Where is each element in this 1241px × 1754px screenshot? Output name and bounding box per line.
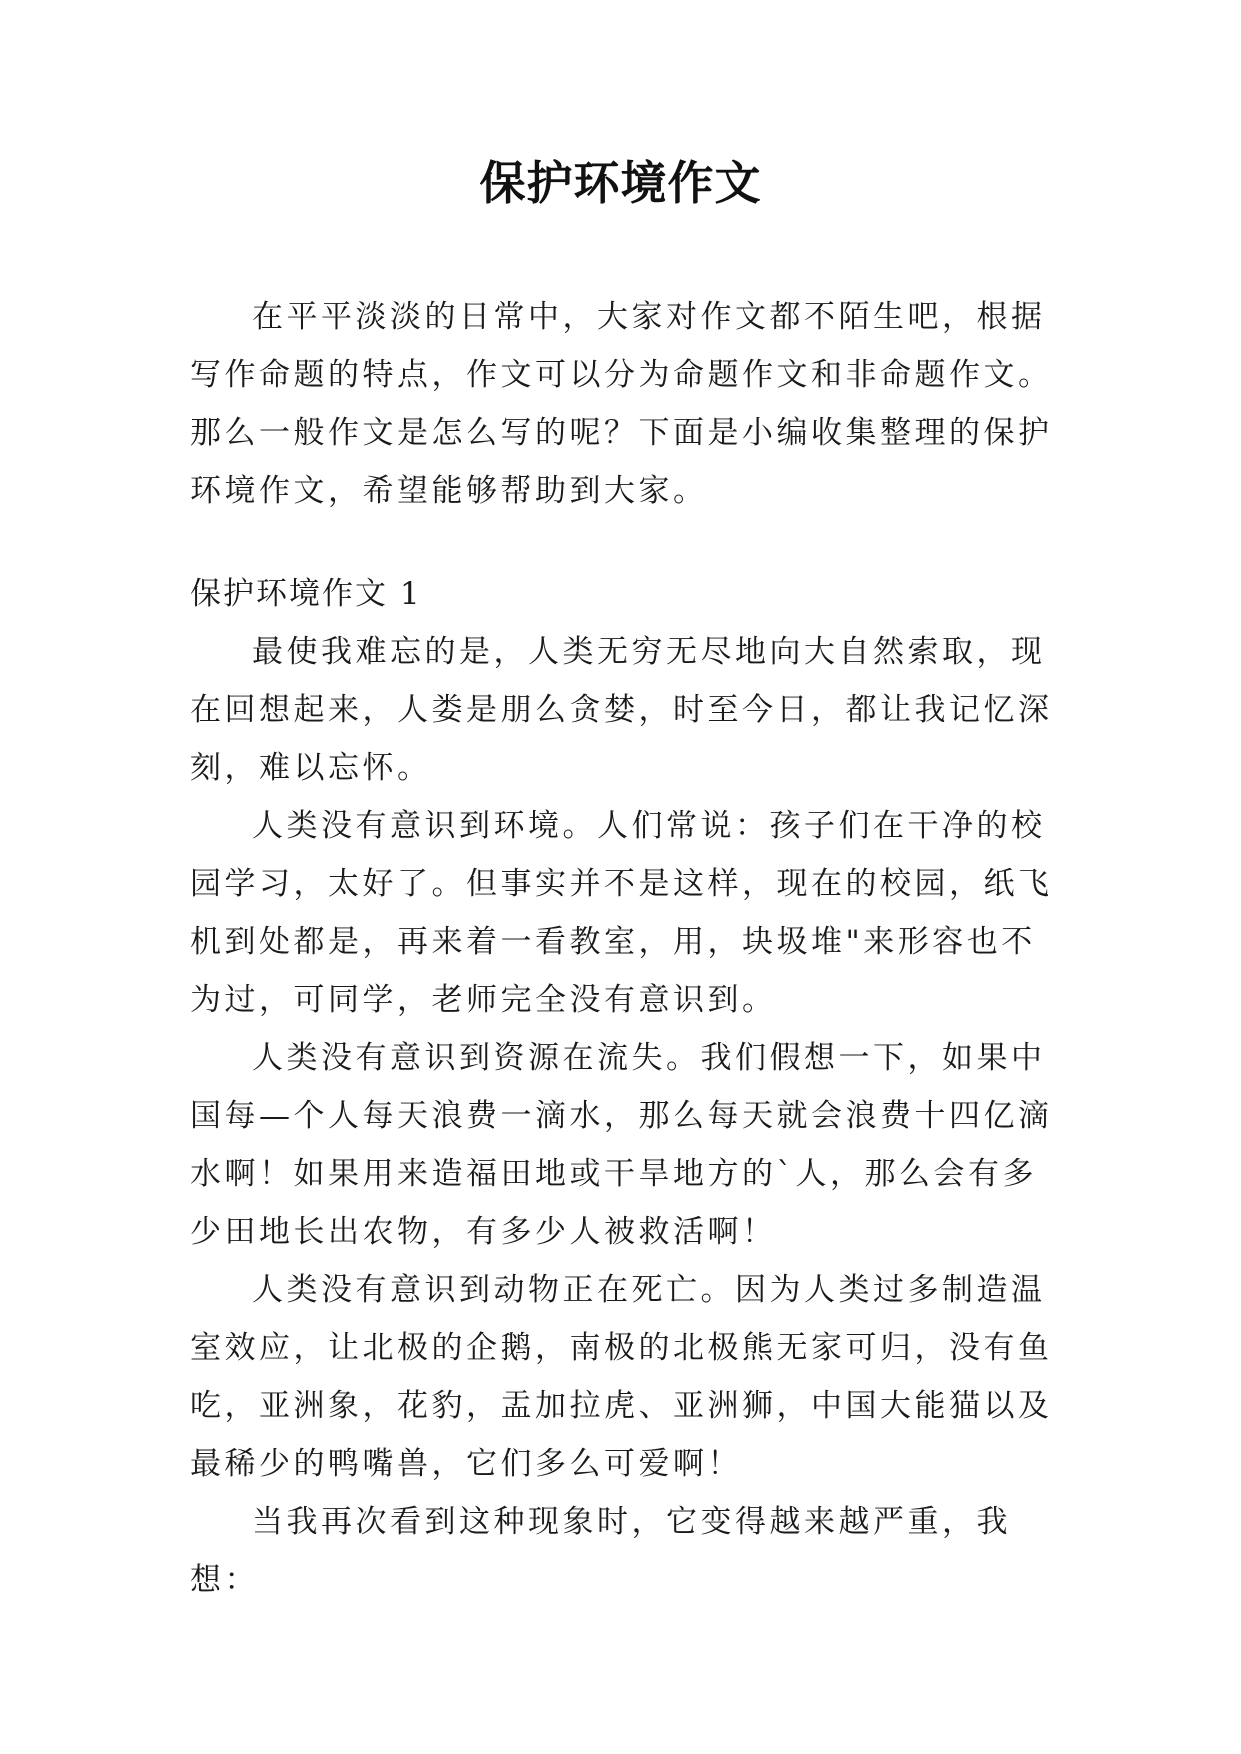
document-title: 保护环境作文 [479, 156, 762, 210]
body-paragraph-1: 最使我难忘的是，人类无穷无尽地向大自然索取，现在回想起来，人娄是朋么贪婪，时至今日，都让我记忆深刻，难以忘怀。 [190, 634, 1053, 786]
body-paragraph-2: 人类没有意识到环境。人们常说：孩子们在干净的校园学习，太好了。但事实并不是这样，现在的校园，纸飞机到处都是，再来着一看教室，用，块圾堆"来形容也不为过，可同学，老师完全没有意识到。 [190, 808, 1053, 1018]
body-paragraph-4: 人类没有意识到动物正在死亡。因为人类过多制造温室效应，让北极的企鹅，南极的北极熊无家可归，没有鱼吃，亚洲象，花豹，盂加拉虎、亚洲狮，中国大能猫以及最稀少的鸭嘴兽，它们多么可爱啊！ [190, 1272, 1053, 1482]
body-paragraph-5: 当我再次看到这种现象时，它变得越来越严重，我想： [190, 1504, 1011, 1598]
document-body [190, 288, 1070, 1609]
intro-paragraph: 在平平淡淡的日常中，大家对作文都不陌生吧，根据写作命题的特点，作文可以分为命题作文和非命题作文。那么一般作文是怎么写的呢？下面是小编收集整理的保护环境作文，希望能够帮助到大家。 [190, 299, 1053, 509]
section-heading: 保护环境作文 1 [190, 576, 422, 612]
body-paragraph-3: 人类没有意识到资源在流失。我们假想一下，如果中国每—个人每天浪费一滴水，那么每天就会浪费十四亿滴水啊！如果用来造福田地或干旱地方的`人，那么会有多少田地长出农物，有多少人被救活啊！ [190, 1040, 1053, 1250]
